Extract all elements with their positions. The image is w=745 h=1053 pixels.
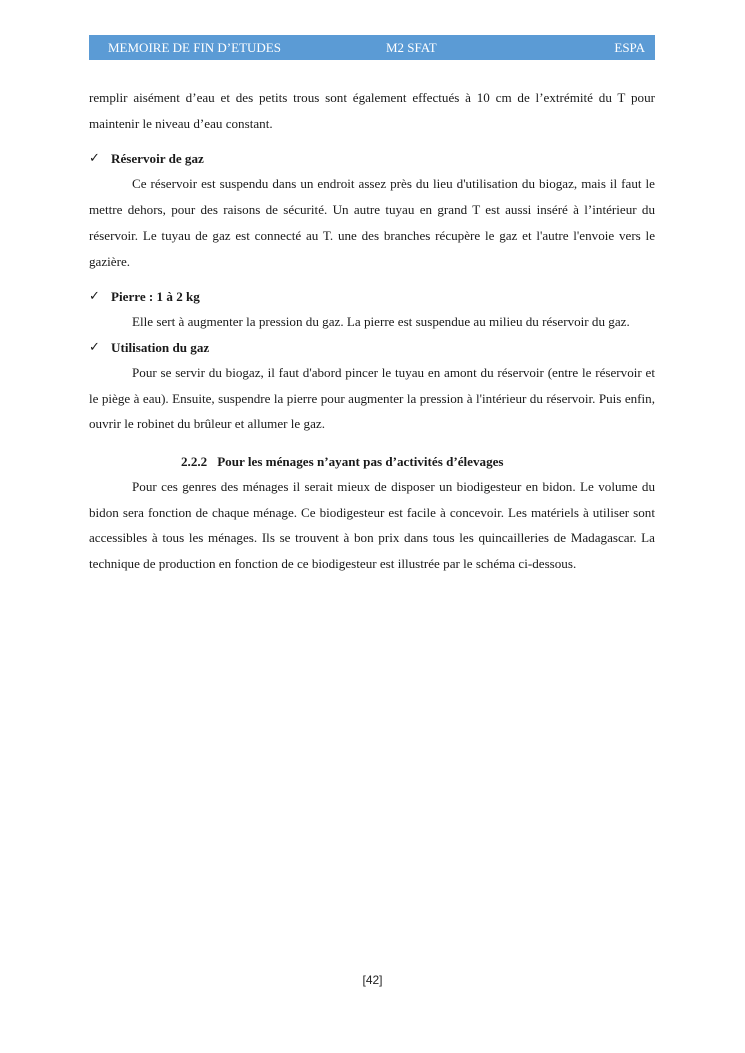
bullet-stone bbox=[89, 284, 655, 309]
header-school: ESPA bbox=[614, 40, 645, 55]
bullet-title: Réservoir de gaz bbox=[111, 151, 204, 167]
page-number: [42] bbox=[362, 973, 383, 987]
gas-reservoir-paragraph: Ce réservoir est suspendu dans un endroit assez près du lieu d'utilisation du biogaz, mais il faut le mettre dehors, pour des raisons de sécurité. Un autre tuyau en grand T est aussi inséré à l’intérieur du réservoir. Le tuyau de gaz est connecté au T. une des branches récupère le gaz et l'autre l'envoie vers le gazière. bbox=[89, 176, 655, 269]
section-title: Pour les ménages n’ayant pas d’activités d’élevages bbox=[217, 454, 504, 470]
bullet-gas-usage bbox=[89, 335, 655, 360]
stone-paragraph: Elle sert à augmenter la pression du gaz. La pierre est suspendue au milieu du réservoir du gaz. bbox=[132, 314, 630, 330]
section-number: 2.2.2 bbox=[181, 454, 208, 470]
checkmark-icon: ✓ bbox=[89, 289, 100, 305]
checkmark-icon: ✓ bbox=[89, 339, 100, 355]
bullet-title: Utilisation du gaz bbox=[111, 339, 210, 355]
section-heading bbox=[89, 449, 655, 474]
gas-usage-paragraph: Pour se servir du biogaz, il faut d'abord pincer le tuyau en amont du réservoir (entre le réservoir et le piège à eau). Ensuite, suspendre la pierre pour augmenter la pression à l'intérieur du réservoir. Puis enfin, ouvrir le robinet du brûleur et allumer le gaz. bbox=[89, 364, 655, 432]
header-program: M2 SFAT bbox=[386, 40, 437, 55]
bullet-gas-reservoir bbox=[89, 146, 655, 171]
header-document-type: MEMOIRE DE FIN D’ETUDES bbox=[108, 40, 281, 55]
page-header bbox=[89, 35, 655, 60]
page-body bbox=[89, 85, 655, 577]
section-paragraph: Pour ces genres des ménages il serait mieux de disposer un biodigesteur en bidon. Le volume du bidon sera fonction de chaque ménage. Ce biodigesteur est facile à concevoir. Les matériels à utiliser sont accessibles à tous les ménages. Ils se trouvent à bon prix dans tous les quincailleries de Madagascar. La technique de production en fonction de ce biodigesteur est illustrée par le schéma ci-dessous. bbox=[89, 479, 655, 572]
intro-paragraph: remplir aisément d’eau et des petits trous sont également effectués à 10 cm de l’extrémité du T pour maintenir le niveau d’eau constant. bbox=[89, 90, 655, 131]
checkmark-icon: ✓ bbox=[89, 151, 100, 167]
bullet-title: Pierre : 1 à 2 kg bbox=[111, 289, 200, 305]
